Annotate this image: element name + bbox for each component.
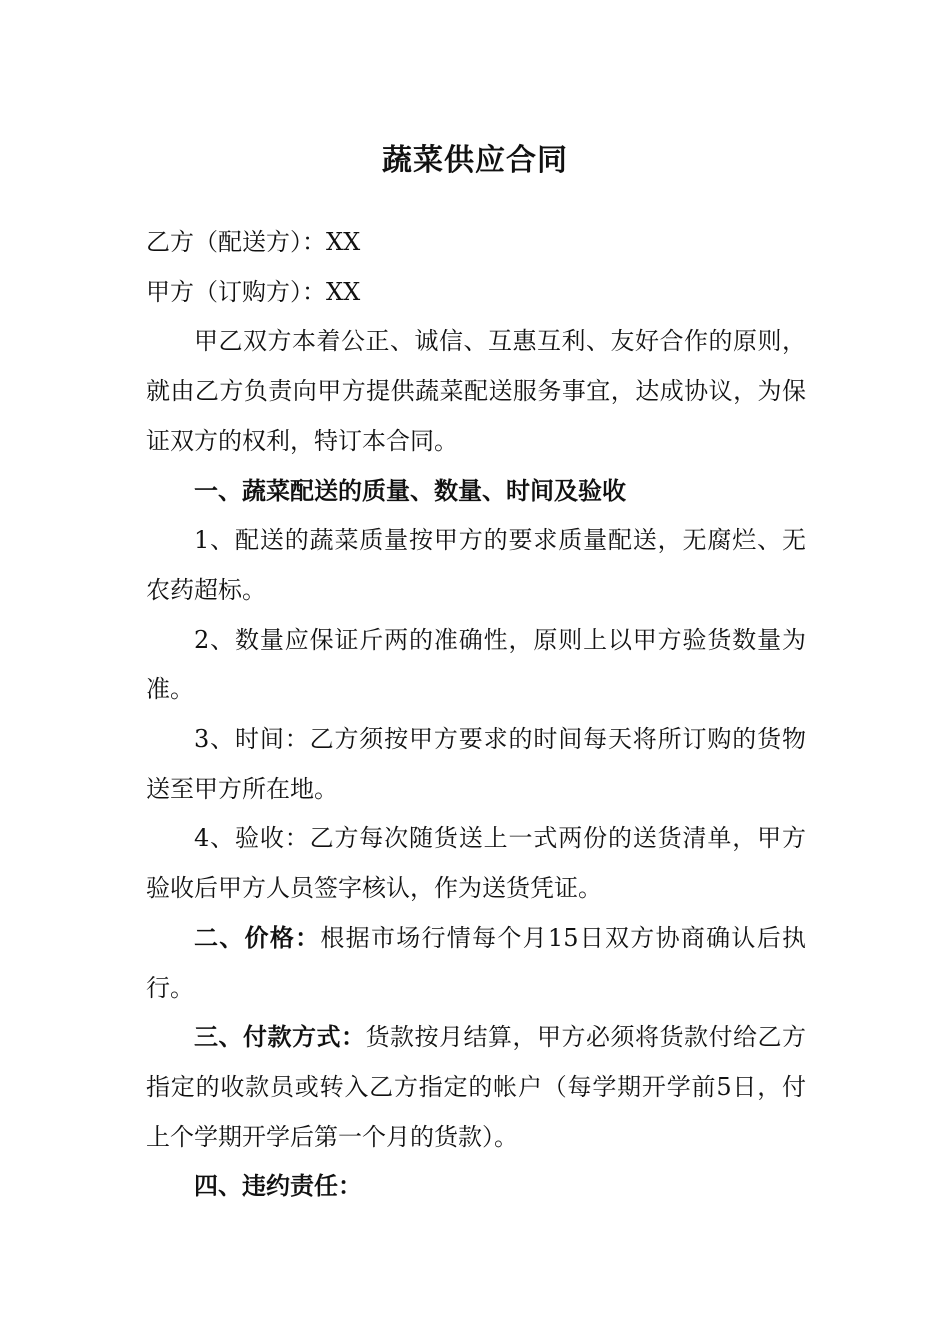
section-2-paragraph: [146, 914, 806, 1013]
section-4-heading: 四、违约责任：: [194, 1172, 362, 1201]
section-3-text: 货款按月结算，甲方必须将货款付给乙方指定的收款员或转入乙方指定的帐户（每学期开学前5日，付上个学期开学后第一个月的货款）。: [146, 1023, 806, 1151]
party-b-line: 乙方（配送方）：XX: [146, 228, 361, 256]
section-3-paragraph: [146, 1013, 806, 1162]
section-1-item-3: 3、时间：乙方须按甲方要求的时间每天将所订购的货物送至甲方所在地。: [146, 725, 806, 803]
intro-paragraph: 甲乙双方本着公正、诚信、互惠互利、友好合作的原则，就由乙方负责向甲方提供蔬菜配送服务事宜，达成协议，为保证双方的权利，特订本合同。: [146, 327, 806, 455]
document-body: [146, 218, 806, 1212]
section-1-item-1: 1、配送的蔬菜质量按甲方的要求质量配送，无腐烂、无农药超标。: [146, 526, 806, 604]
section-1-item-4: 4、验收：乙方每次随货送上一式两份的送货清单，甲方验收后甲方人员签字核认，作为送货凭证。: [146, 824, 806, 903]
document-title: 蔬菜供应合同: [382, 143, 568, 179]
party-a-line: 甲方（订购方）：XX: [146, 277, 361, 306]
section-1-heading: 一、蔬菜配送的质量、数量、时间及验收: [194, 476, 626, 505]
section-2-heading: 二、价格：: [194, 923, 321, 952]
section-2-text: 根据市场行情每个月15日双方协商确认后执行。: [146, 923, 806, 1002]
section-3-heading: 三、付款方式：: [194, 1023, 366, 1052]
section-1-item-2: 2、数量应保证斤两的准确性，原则上以甲方验货数量为准。: [146, 625, 806, 704]
